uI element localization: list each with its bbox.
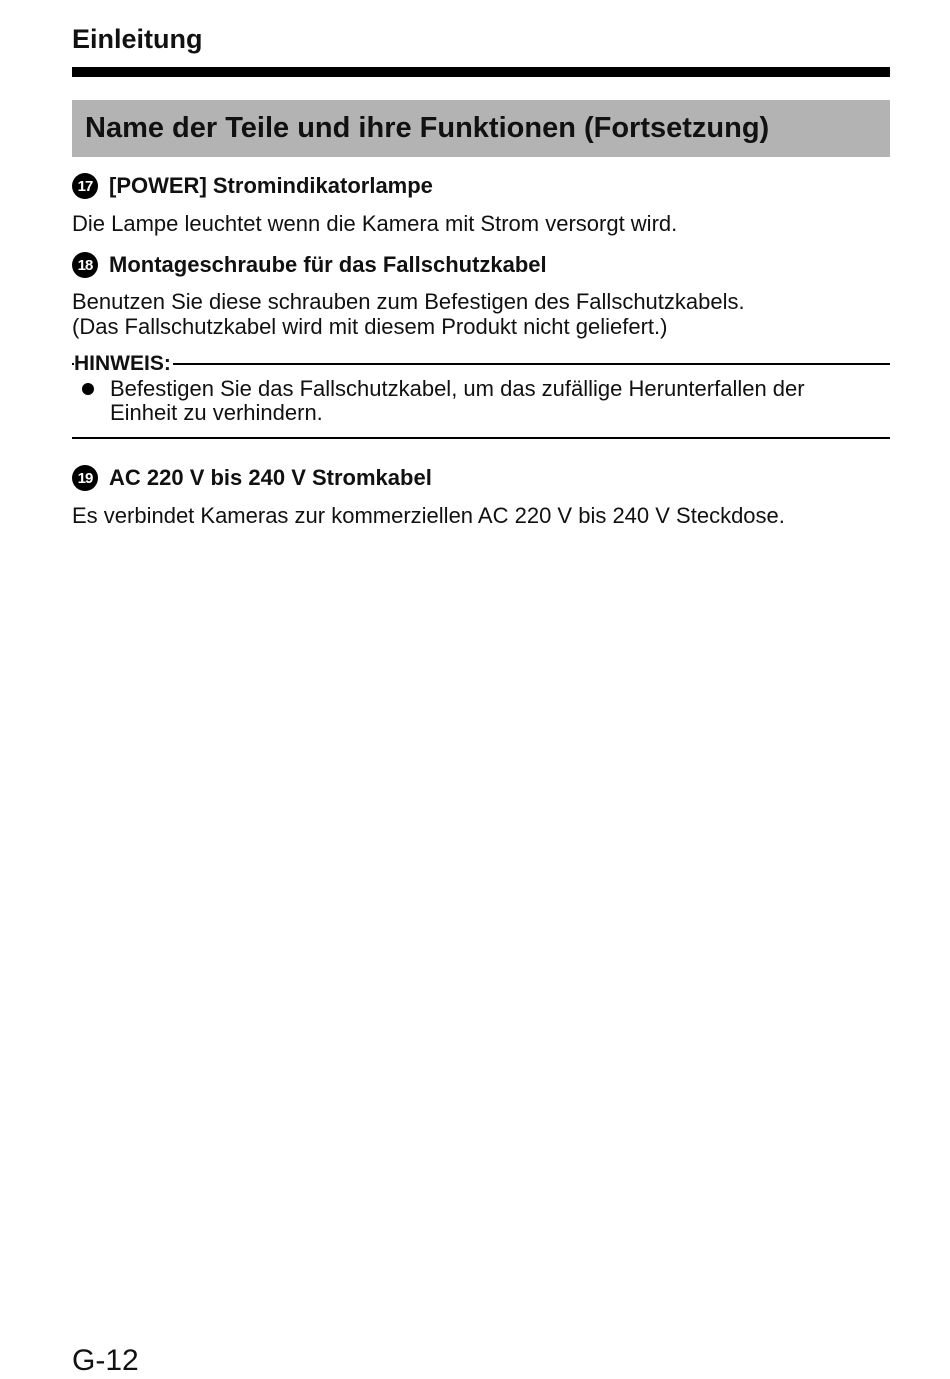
item-number-badge: 19 (72, 465, 98, 491)
bullet-dot (82, 383, 94, 395)
item-description: (Das Fallschutzkabel wird mit diesem Produkt nicht geliefert.) (72, 314, 668, 339)
item-description: Die Lampe leuchtet wenn die Kamera mit Strom versorgt wird. (72, 211, 678, 236)
note-line: Einheit zu verhindern. (110, 400, 323, 425)
note-bullet-text (110, 377, 890, 425)
item-description: Es verbindet Kameras zur kommerziellen AC 220 V bis 240 V Steckdose. (72, 503, 785, 528)
manual-page (72, 0, 890, 1377)
item-heading-18 (72, 251, 547, 279)
item-title: Montageschraube für das Fallschutzkabel (109, 252, 547, 277)
section-header-box (72, 100, 890, 157)
note-label: HINWEIS: (74, 352, 171, 375)
item-heading-17 (72, 172, 433, 200)
note-line: Befestigen Sie das Fallschutzkabel, um das zufällige Herunterfallen der (110, 376, 805, 401)
section-title: Name der Teile und ihre Funktionen (Fortsetzung) (85, 112, 770, 144)
chapter-divider (72, 67, 890, 77)
item-number-badge: 17 (72, 173, 98, 199)
item-title: AC 220 V bis 240 V Stromkabel (109, 465, 432, 490)
item-description: Benutzen Sie diese schrauben zum Befestigen des Fallschutzkabels. (72, 289, 745, 314)
item-number-badge: 18 (72, 252, 98, 278)
note-top-rule (72, 363, 890, 365)
page-number: G-12 (72, 1344, 139, 1377)
note-bottom-rule (72, 437, 890, 439)
item-heading-19 (72, 464, 432, 492)
chapter-title: Einleitung (72, 24, 203, 54)
item-title: [POWER] Stromindikatorlampe (109, 173, 433, 198)
